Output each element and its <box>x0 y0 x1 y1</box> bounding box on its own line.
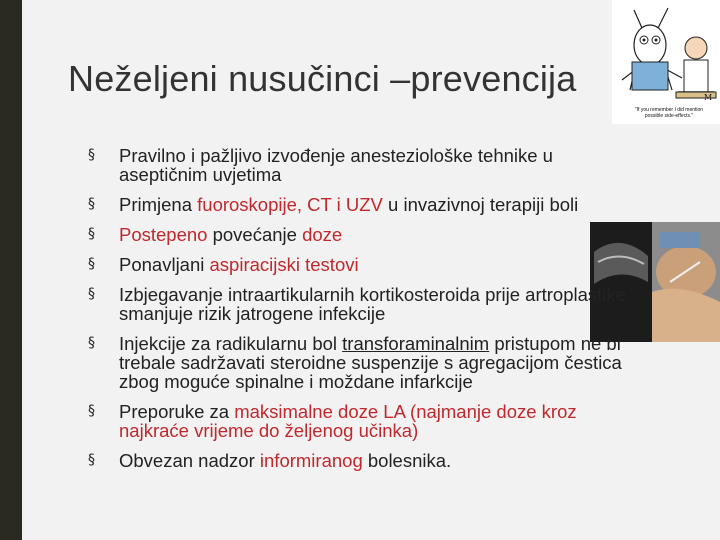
list-item-text: Ponavljani <box>119 254 210 275</box>
list-item-text: Injekcije za radikularnu bol <box>119 333 343 354</box>
list-item-text: u invazivnoj terapiji boli <box>382 194 579 215</box>
square-bullet-icon: § <box>88 196 95 212</box>
list-item <box>88 255 636 274</box>
square-bullet-icon: § <box>88 403 95 419</box>
bullet-list <box>88 146 636 481</box>
square-bullet-icon: § <box>88 286 95 302</box>
list-item-text: Preporuke za <box>119 401 235 422</box>
list-item-text: informiranog <box>259 450 363 471</box>
list-item-text: maksimalne doze LA (najmanje doze kroz najkraće vrijeme do željenog učinka) <box>119 401 577 441</box>
list-item-text: pristupom ne bi trebale sadržavati steroidne suspenzije s agregacijom čestica zbog moguće spinalne i moždane infarkcije <box>119 333 622 392</box>
list-item <box>88 225 636 244</box>
square-bullet-icon: § <box>88 335 95 351</box>
list-item-text: Primjena <box>119 194 198 215</box>
list-item-text: Postepeno <box>119 224 208 245</box>
list-item-text: aspiracijski testovi <box>209 254 359 275</box>
list-item-text: fuoroskopije, CT i UZV <box>197 194 383 215</box>
svg-text:M: M <box>704 93 713 102</box>
list-item <box>88 402 636 440</box>
list-item-text: Pravilno i pažljivo izvođenje anesteziološke tehnike u aseptičnim uvjetima <box>119 145 553 185</box>
left-decorative-bar <box>0 0 22 540</box>
list-item <box>88 195 636 214</box>
square-bullet-icon: § <box>88 256 95 272</box>
slide-title: Neželjeni nusučinci –prevencija <box>68 58 577 99</box>
list-item-text: transforaminalnim <box>342 333 490 354</box>
cartoon-illustration <box>612 0 720 124</box>
list-item <box>88 146 636 184</box>
square-bullet-icon: § <box>88 452 95 468</box>
list-item-text: povećanje <box>207 224 303 245</box>
list-item-text: doze <box>302 224 343 245</box>
square-bullet-icon: § <box>88 147 95 163</box>
list-item <box>88 334 636 391</box>
list-item-text: Obvezan nadzor <box>119 450 260 471</box>
list-item <box>88 451 636 470</box>
cartoon-caption: "If you remember I did mention possible side-effects." <box>634 107 704 119</box>
list-item-text: bolesnika. <box>362 450 452 471</box>
list-item-text: Izbjegavanje intraartikularnih kortikosteroida prije artroplastike smanjuje rizik jatrogene infekcije <box>119 284 626 324</box>
square-bullet-icon: § <box>88 226 95 242</box>
list-item <box>88 285 636 323</box>
